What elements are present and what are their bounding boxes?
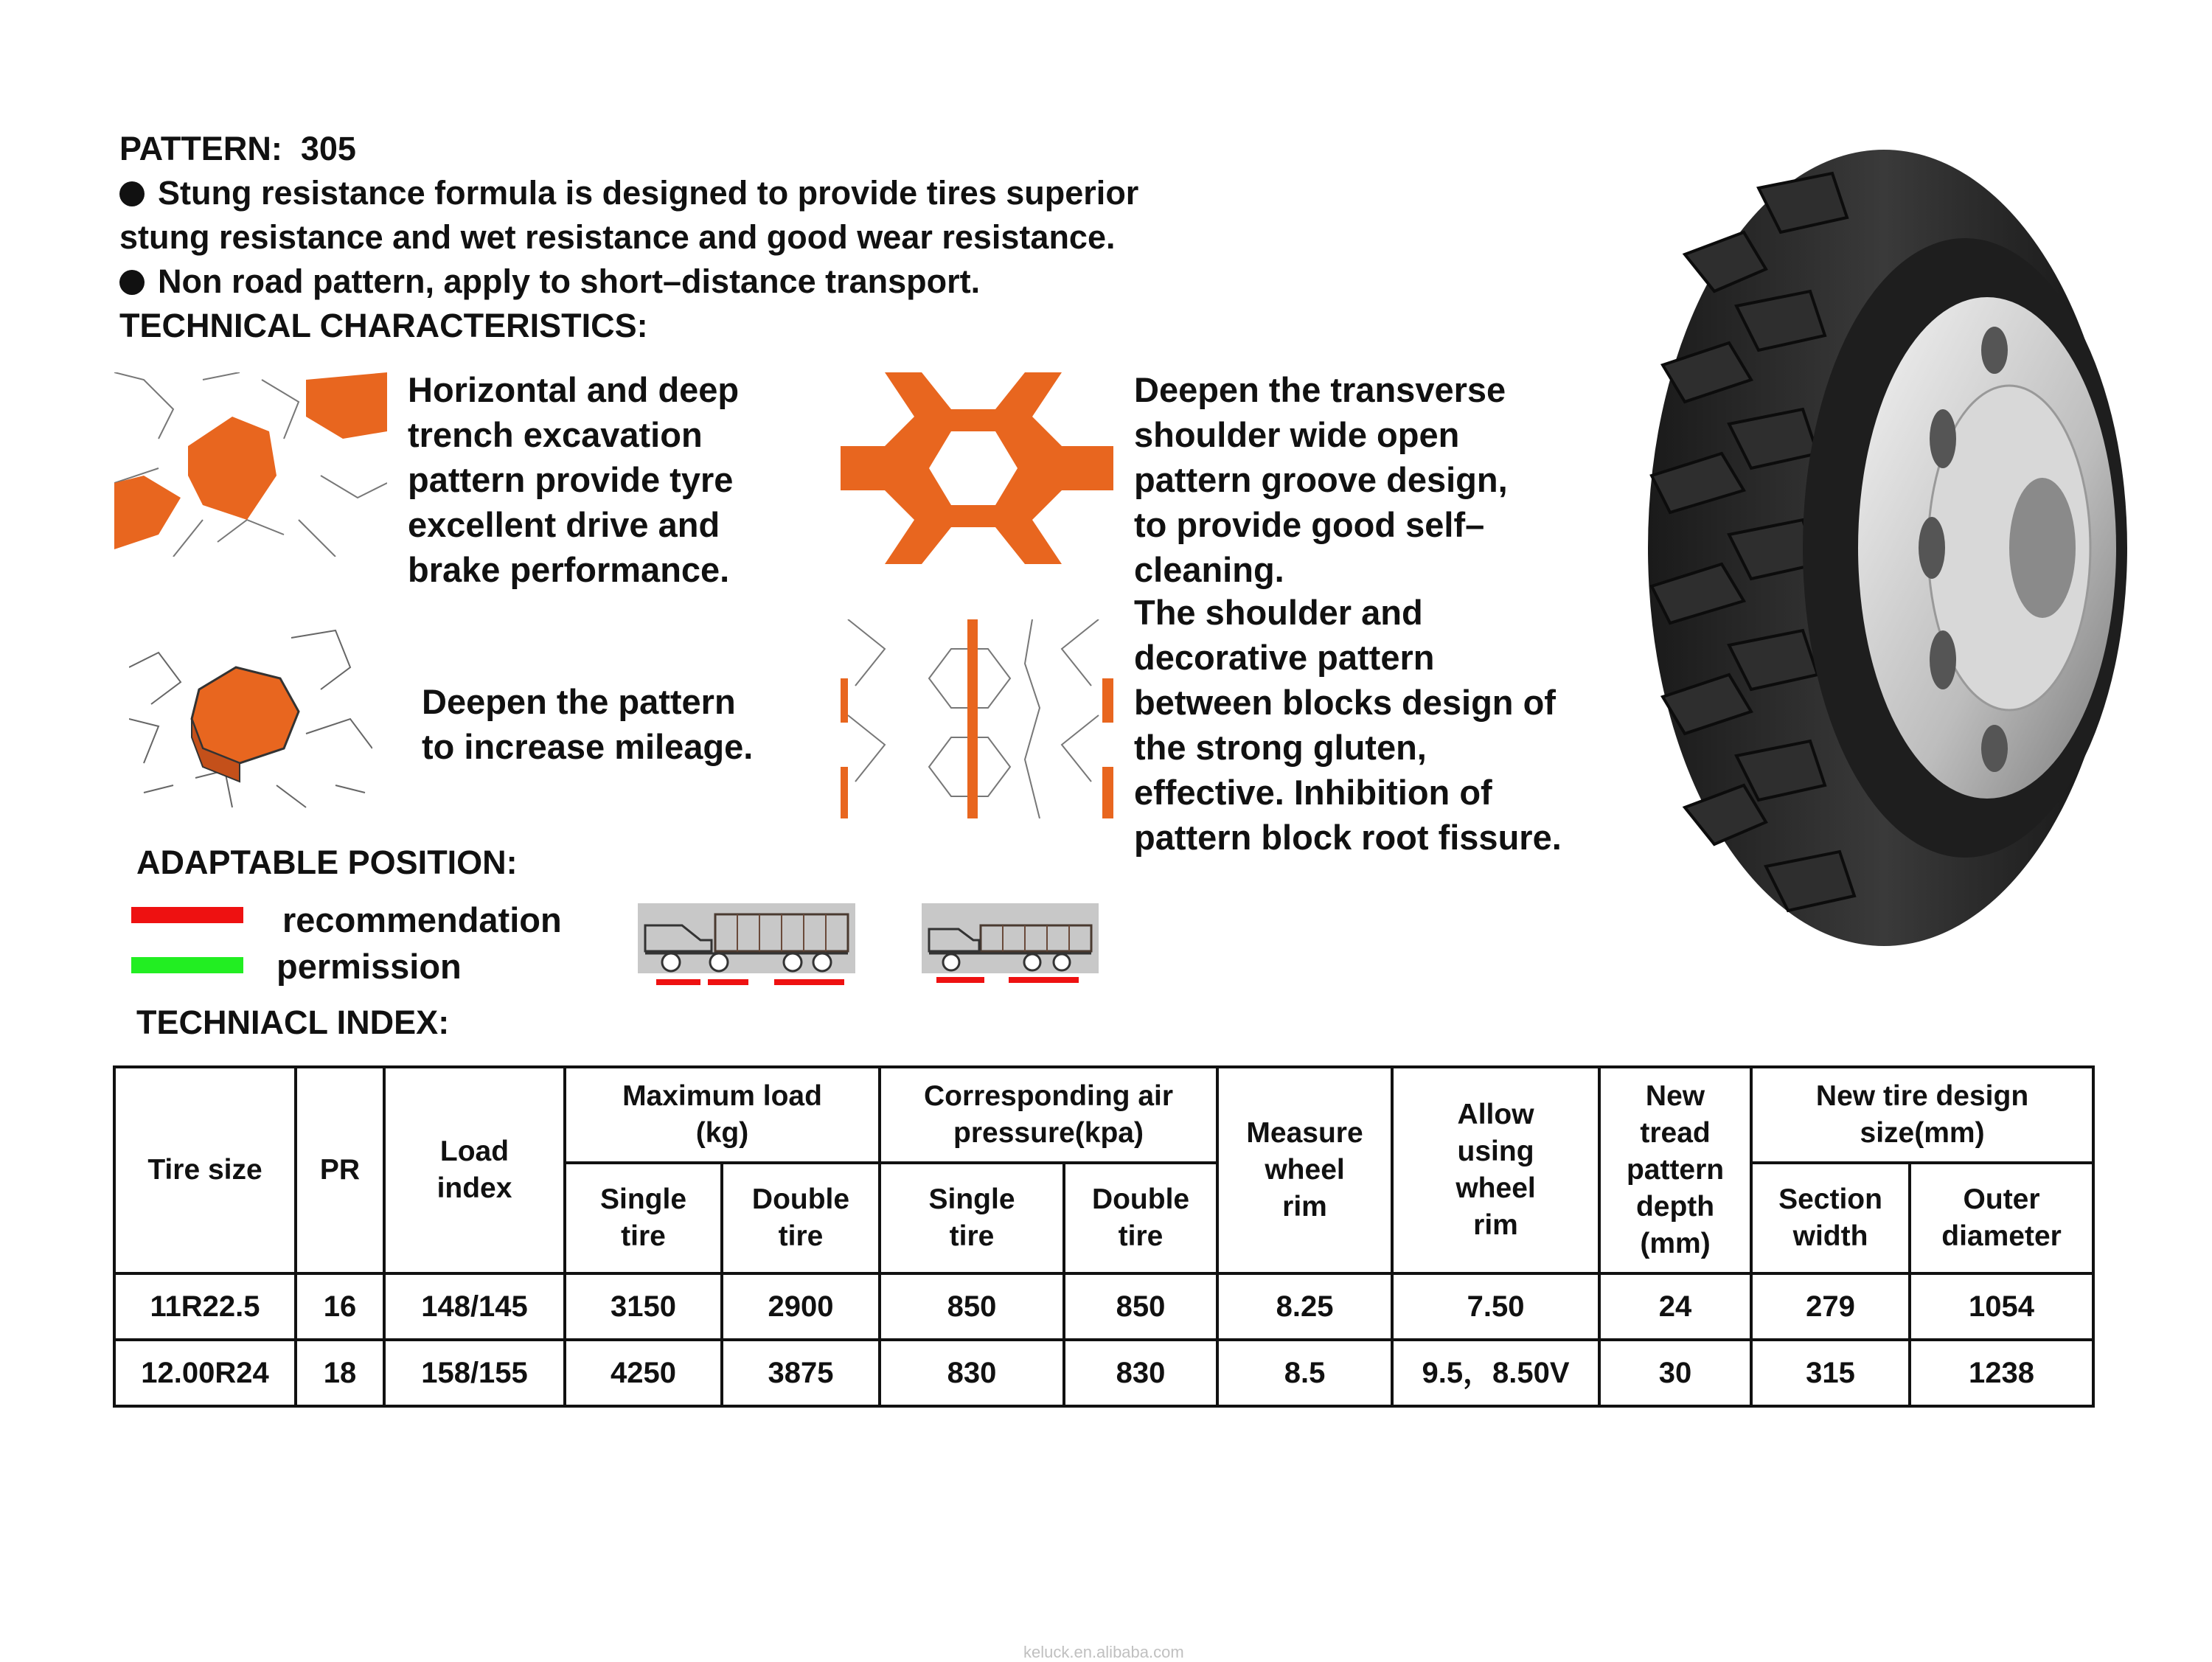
header-design-size: New tire design size(mm) <box>1751 1067 2093 1163</box>
feature-shoulder-decorative: The shoulder and decorative pattern between blocks design of the strong gluten, effective. Inhibition of pattern block root fissure. <box>1134 593 1562 857</box>
feature-deepen-pattern: Deepen the pattern to increase mileage. <box>422 682 754 766</box>
bullet-1-line-1: Stung resistance formula is designed to provide tires superior <box>119 171 1138 215</box>
table-header-row-1 <box>114 1067 2093 1163</box>
recommendation-legend-swatch <box>131 907 243 923</box>
bullet-1-line-2: stung resistance and wet resistance and good wear resistance. <box>119 218 1116 256</box>
table-row: 11R22.5 16 148/145 3150 2900 850 850 8.25 7.50 24 279 1054 <box>114 1273 2093 1340</box>
header-pr: PR <box>296 1067 384 1273</box>
header-load-index: Load index <box>384 1067 565 1273</box>
pattern-heading <box>119 127 356 171</box>
header-maximum-load: Maximum load (kg) <box>565 1067 880 1163</box>
adaptable-position-title: ADAPTABLE POSITION: <box>136 844 518 881</box>
header-outer-diameter: Outer diameter <box>1910 1163 2093 1273</box>
technical-index-title: TECHNIACL INDEX: <box>136 1004 450 1041</box>
header-tread-depth: New tread pattern depth (mm) <box>1599 1067 1751 1273</box>
table-row: 12.00R24 18 158/155 4250 3875 830 830 8.5 9.5，8.50V 30 315 1238 <box>114 1340 2093 1406</box>
bullet-2: Non road pattern, apply to short–distance transport. <box>119 260 980 304</box>
bullet-icon <box>119 270 145 295</box>
pattern-illustration-deep <box>129 623 372 815</box>
header-tire-size: Tire size <box>114 1067 296 1273</box>
header-pressure-double-tire: Double tire <box>1064 1163 1217 1273</box>
tech-characteristics-title: TECHNICAL CHARACTERISTICS: <box>119 307 648 344</box>
header-air-pressure: Corresponding air pressure(kpa) <box>880 1067 1217 1163</box>
header-measure-wheel-rim: Measure wheel rim <box>1217 1067 1392 1273</box>
feature-transverse-shoulder: Deepen the transverse shoulder wide open pattern groove design, to provide good self– cleaning. <box>1134 370 1508 589</box>
permission-legend-swatch <box>131 957 243 973</box>
header-allow-wheel-rim: Allow using wheel rim <box>1392 1067 1599 1273</box>
header-load-double-tire: Double tire <box>722 1163 880 1273</box>
pattern-illustration-horizontal <box>114 372 387 557</box>
truck-icon-short <box>922 903 1106 988</box>
watermark: keluck.en.alibaba.com <box>1023 1643 1184 1661</box>
pattern-label: PATTERN: <box>119 130 282 167</box>
permission-label: permission <box>276 947 462 986</box>
pattern-value: 305 <box>300 130 356 167</box>
header-section-width: Section width <box>1751 1163 1910 1273</box>
bullet-icon <box>119 181 145 206</box>
feature-horizontal-trench: Horizontal and deep trench excavation pattern provide tyre excellent drive and brake performance. <box>408 370 740 589</box>
tire-image <box>1641 144 2142 951</box>
header-pressure-single-tire: Single tire <box>880 1163 1064 1273</box>
pattern-illustration-shoulder <box>841 619 1113 818</box>
header-load-single-tire: Single tire <box>565 1163 722 1273</box>
spec-table <box>113 1065 2095 1408</box>
truck-icon-long <box>638 903 859 988</box>
pattern-illustration-transverse <box>841 372 1113 564</box>
recommendation-label: recommendation <box>282 900 562 939</box>
